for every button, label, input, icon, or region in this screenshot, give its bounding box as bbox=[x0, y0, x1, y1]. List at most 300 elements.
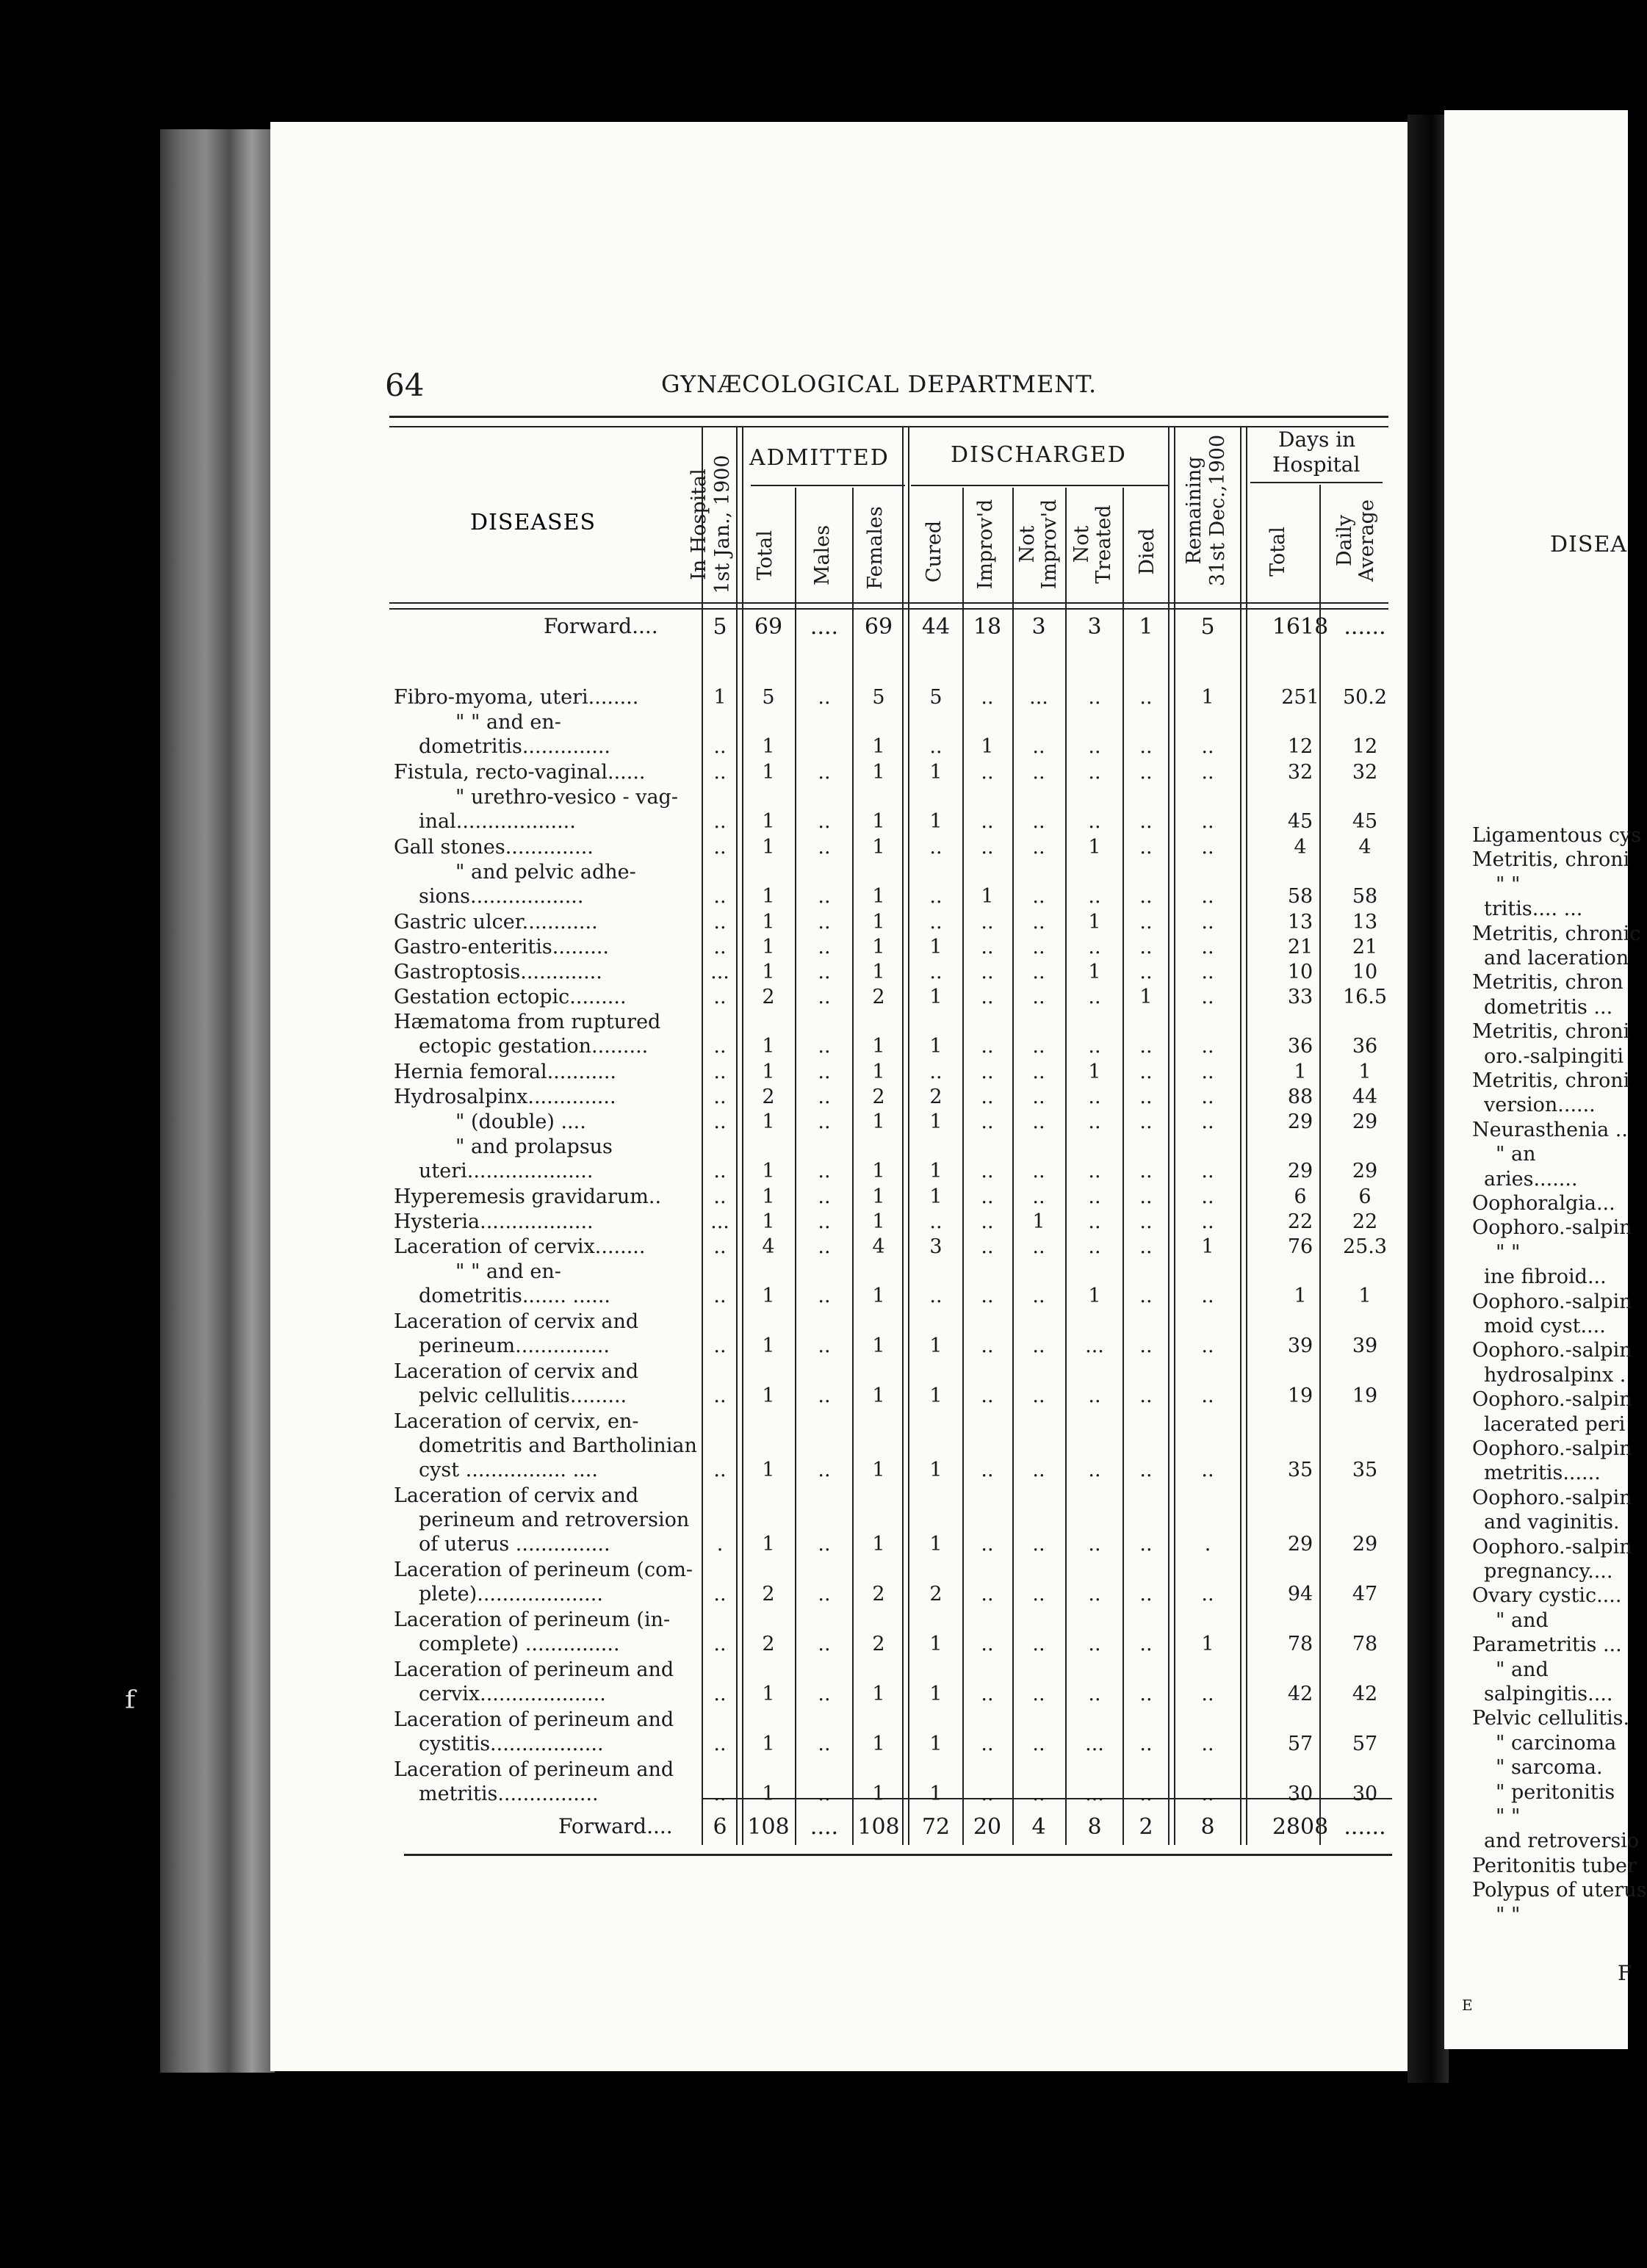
died-cell: .. bbox=[1139, 1733, 1153, 1755]
discharged-header: DISCHARGED bbox=[951, 442, 1127, 468]
right-page-line: " " bbox=[1496, 873, 1521, 896]
forward-label: Forward.... bbox=[558, 1814, 673, 1838]
total-cell: 1 bbox=[762, 836, 775, 859]
females-cell: 1 bbox=[872, 1285, 885, 1307]
died-cell: 2 bbox=[1139, 1814, 1153, 1840]
remaining-cell: .. bbox=[1201, 1733, 1214, 1755]
improved-cell: .. bbox=[981, 1210, 994, 1233]
disease-label: " urethro-vesico - vag- bbox=[455, 786, 678, 809]
not-improved-cell: .. bbox=[1032, 1683, 1045, 1705]
not-treated-cell: 3 bbox=[1087, 614, 1102, 640]
daily-cell: 78 bbox=[1352, 1633, 1378, 1655]
females-cell: 1 bbox=[872, 1683, 885, 1705]
males-cell: .. bbox=[818, 836, 831, 859]
total-cell: 5 bbox=[762, 686, 775, 709]
days-cell: 58 bbox=[1287, 885, 1313, 908]
not-improved-cell: .. bbox=[1032, 1783, 1045, 1805]
not-improved-cell: .. bbox=[1032, 885, 1045, 908]
disease-label: Gestation ectopic......... bbox=[394, 986, 627, 1008]
in-cell: .. bbox=[713, 1459, 727, 1481]
days-cell: 4 bbox=[1294, 836, 1307, 859]
days-total-header: Total bbox=[1266, 527, 1289, 577]
disease-label: " (double) .... bbox=[455, 1110, 586, 1133]
remaining-cell: .. bbox=[1201, 810, 1214, 833]
cured-cell: 1 bbox=[929, 1533, 943, 1556]
died-cell: 1 bbox=[1139, 986, 1153, 1008]
cured-cell: 1 bbox=[929, 1160, 943, 1182]
not-treated-cell: .. bbox=[1088, 810, 1101, 833]
disease-label: Laceration of cervix and bbox=[394, 1360, 639, 1383]
not-improved-cell: .. bbox=[1032, 1459, 1045, 1481]
right-page-line: " sarcoma. bbox=[1496, 1756, 1603, 1780]
right-page-line: " carcinoma bbox=[1496, 1731, 1617, 1755]
in-cell: .. bbox=[713, 1061, 727, 1083]
not-treated-cell: .. bbox=[1088, 1235, 1101, 1258]
males-cell: .. bbox=[818, 936, 831, 958]
days-cell: 29 bbox=[1287, 1533, 1313, 1556]
not-improved-cell: .. bbox=[1032, 961, 1045, 983]
improved-cell: .. bbox=[981, 1533, 994, 1556]
died-cell: .. bbox=[1139, 1285, 1153, 1307]
in-cell: .. bbox=[713, 1733, 727, 1755]
cured-cell: 1 bbox=[929, 810, 943, 833]
cured-cell: .. bbox=[929, 1285, 943, 1307]
not-treated-cell: ... bbox=[1085, 1783, 1104, 1805]
not-improved-header: Not Improv'd bbox=[1016, 499, 1061, 590]
females-cell: 2 bbox=[872, 1086, 885, 1108]
disease-label: Hyperemesis gravidarum.. bbox=[394, 1185, 662, 1208]
females-cell: 2 bbox=[872, 1633, 885, 1655]
females-cell: 2 bbox=[872, 986, 885, 1008]
daily-cell: 50.2 bbox=[1342, 686, 1388, 709]
remaining-cell: .. bbox=[1201, 761, 1214, 784]
females-cell: 1 bbox=[872, 1035, 885, 1058]
not-improved-cell: .. bbox=[1032, 1160, 1045, 1182]
right-page bbox=[1444, 110, 1647, 2049]
total-cell: 1 bbox=[762, 1035, 775, 1058]
daily-cell: 1 bbox=[1358, 1285, 1372, 1307]
remaining-cell: 1 bbox=[1201, 1633, 1214, 1655]
females-cell: 1 bbox=[872, 1733, 885, 1755]
not-treated-cell: 1 bbox=[1088, 961, 1101, 983]
days-cell: 32 bbox=[1287, 761, 1313, 784]
right-page-line: Oophoro.-salpin bbox=[1472, 1290, 1632, 1313]
daily-cell: ...... bbox=[1344, 614, 1386, 640]
in-cell: .. bbox=[713, 911, 727, 933]
cured-header: Cured bbox=[923, 520, 945, 583]
improved-cell: .. bbox=[981, 1733, 994, 1755]
daily-cell: 10 bbox=[1352, 961, 1378, 983]
died-cell: .. bbox=[1139, 1583, 1153, 1606]
improved-cell: .. bbox=[981, 1783, 994, 1805]
disease-label: perineum............... bbox=[419, 1335, 610, 1357]
right-page-line: Oophoro.-salpin bbox=[1472, 1216, 1632, 1240]
not-improved-cell: .. bbox=[1032, 1110, 1045, 1133]
disease-label: perineum and retroversion bbox=[419, 1509, 690, 1531]
females-cell: 1 bbox=[872, 1210, 885, 1233]
not-improved-cell: .. bbox=[1032, 836, 1045, 859]
improved-cell: .. bbox=[981, 1086, 994, 1108]
females-cell: 1 bbox=[872, 961, 885, 983]
improved-cell: .. bbox=[981, 836, 994, 859]
not-treated-cell: 1 bbox=[1088, 911, 1101, 933]
not-treated-cell: 1 bbox=[1088, 1061, 1101, 1083]
not-improved-cell: .. bbox=[1032, 1583, 1045, 1606]
cured-cell: 1 bbox=[929, 1633, 943, 1655]
disease-label: Laceration of cervix and bbox=[394, 1484, 639, 1507]
daily-cell: 58 bbox=[1352, 885, 1378, 908]
in-cell: . bbox=[716, 1533, 724, 1556]
disease-label: Laceration of perineum and bbox=[394, 1758, 674, 1781]
improved-cell: .. bbox=[981, 1459, 994, 1481]
right-page-line: Metritis, chroni bbox=[1472, 1069, 1630, 1092]
daily-cell: 19 bbox=[1352, 1384, 1378, 1407]
total-cell: 1 bbox=[762, 1185, 775, 1208]
died-cell: .. bbox=[1139, 961, 1153, 983]
males-cell: .. bbox=[818, 1061, 831, 1083]
not-improved-cell: .. bbox=[1032, 1384, 1045, 1407]
days-cell: 76 bbox=[1287, 1235, 1313, 1258]
died-cell: .. bbox=[1139, 735, 1153, 758]
males-cell: .. bbox=[818, 1335, 831, 1357]
disease-label: " " and en- bbox=[455, 1260, 561, 1283]
total-cell: 2 bbox=[762, 1583, 775, 1606]
not-treated-cell: .. bbox=[1088, 1160, 1101, 1182]
right-page-line: " " bbox=[1496, 1805, 1521, 1828]
total-cell: 2 bbox=[762, 986, 775, 1008]
improved-cell: .. bbox=[981, 986, 994, 1008]
remaining-cell: .. bbox=[1201, 1061, 1214, 1083]
days-cell: 2808 bbox=[1272, 1814, 1329, 1840]
in-hospital-header: In Hospital 1st Jan., 1900 bbox=[688, 455, 734, 594]
not-improved-cell: ... bbox=[1029, 686, 1048, 709]
not-treated-cell: .. bbox=[1088, 1683, 1101, 1705]
females-cell: 1 bbox=[872, 911, 885, 933]
daily-cell: 57 bbox=[1352, 1733, 1378, 1755]
col-rule bbox=[1246, 427, 1247, 1845]
not-improved-cell: 4 bbox=[1031, 1814, 1046, 1840]
died-cell: .. bbox=[1139, 761, 1153, 784]
remaining-cell: .. bbox=[1201, 911, 1214, 933]
died-cell: .. bbox=[1139, 1061, 1153, 1083]
disease-label: Laceration of cervix........ bbox=[394, 1235, 646, 1258]
days-cell: 22 bbox=[1287, 1210, 1313, 1233]
diseases-header: DISEASES bbox=[470, 510, 597, 535]
in-cell: .. bbox=[713, 1160, 727, 1182]
total-cell: 1 bbox=[762, 1384, 775, 1407]
book-page-edges bbox=[160, 129, 275, 2073]
improved-cell: .. bbox=[981, 1235, 994, 1258]
not-improved-cell: .. bbox=[1032, 1285, 1045, 1307]
not-treated-cell: .. bbox=[1088, 1086, 1101, 1108]
table-top-rule bbox=[389, 416, 1388, 418]
not-improved-cell: .. bbox=[1032, 1733, 1045, 1755]
days-cell: 78 bbox=[1287, 1633, 1313, 1655]
daily-cell: 6 bbox=[1358, 1185, 1372, 1208]
cured-cell: 72 bbox=[921, 1814, 951, 1840]
died-cell: .. bbox=[1139, 911, 1153, 933]
males-cell: .. bbox=[818, 1733, 831, 1755]
improved-cell: .. bbox=[981, 911, 994, 933]
in-cell: .. bbox=[713, 986, 727, 1008]
daily-cell: 22 bbox=[1352, 1210, 1378, 1233]
females-cell: 1 bbox=[872, 1110, 885, 1133]
total-cell: 1 bbox=[762, 1783, 775, 1805]
days-rule bbox=[1250, 482, 1383, 483]
right-page-line: " an bbox=[1496, 1143, 1536, 1166]
males-cell: .. bbox=[818, 1583, 831, 1606]
total-cell: 1 bbox=[762, 735, 775, 758]
header-bottom-rule-2 bbox=[389, 608, 1388, 610]
daily-cell: 45 bbox=[1352, 810, 1378, 833]
right-page-line: Oophoralgia... bbox=[1472, 1192, 1615, 1215]
males-cell: .. bbox=[818, 1210, 831, 1233]
remaining-cell: .. bbox=[1201, 1783, 1214, 1805]
disease-label: ectopic gestation......... bbox=[419, 1035, 649, 1058]
not-treated-cell: .. bbox=[1088, 1035, 1101, 1058]
daily-cell: 12 bbox=[1352, 735, 1378, 758]
col-rule bbox=[1240, 427, 1241, 1845]
remaining-cell: .. bbox=[1201, 1285, 1214, 1307]
disease-label: Gastro-enteritis......... bbox=[394, 936, 609, 958]
females-cell: 1 bbox=[872, 761, 885, 784]
improved-cell: 18 bbox=[973, 614, 1002, 640]
days-cell: 94 bbox=[1287, 1583, 1313, 1606]
admitted-total-header: Total bbox=[754, 530, 776, 580]
remaining-cell: .. bbox=[1201, 1335, 1214, 1357]
right-page-header: DISEA bbox=[1550, 532, 1628, 557]
daily-cell: 21 bbox=[1352, 936, 1378, 958]
daily-cell: 4 bbox=[1358, 836, 1372, 859]
hospital-header: Hospital bbox=[1272, 452, 1361, 477]
total-cell: 1 bbox=[762, 961, 775, 983]
males-cell: .. bbox=[818, 1110, 831, 1133]
daily-cell: ...... bbox=[1344, 1814, 1386, 1840]
not-improved-cell: .. bbox=[1032, 1633, 1045, 1655]
remaining-cell: .. bbox=[1201, 1110, 1214, 1133]
cured-cell: 1 bbox=[929, 1384, 943, 1407]
males-cell: .. bbox=[818, 1384, 831, 1407]
cured-cell: .. bbox=[929, 961, 943, 983]
right-page-line: " and bbox=[1496, 1608, 1549, 1632]
cured-cell: .. bbox=[929, 911, 943, 933]
table-top-rule-2 bbox=[389, 426, 1388, 427]
cured-cell: 1 bbox=[929, 1035, 943, 1058]
not-improved-cell: .. bbox=[1032, 1335, 1045, 1357]
remaining-cell: .. bbox=[1201, 735, 1214, 758]
total-cell: 108 bbox=[747, 1814, 790, 1840]
in-cell: .. bbox=[713, 1783, 727, 1805]
improved-cell: 1 bbox=[981, 735, 994, 758]
in-cell: 1 bbox=[713, 686, 727, 709]
cured-cell: 1 bbox=[929, 1335, 943, 1357]
right-page-line: Oophoro.-salpin bbox=[1472, 1388, 1632, 1412]
daily-cell: 29 bbox=[1352, 1110, 1378, 1133]
not-treated-cell: 1 bbox=[1088, 1285, 1101, 1307]
header-bottom-rule bbox=[389, 602, 1388, 604]
males-cell: .. bbox=[818, 1633, 831, 1655]
total-cell: 1 bbox=[762, 1110, 775, 1133]
not-improved-cell: 3 bbox=[1031, 614, 1046, 640]
page-number: 64 bbox=[385, 367, 425, 403]
total-cell: 2 bbox=[762, 1086, 775, 1108]
total-cell: 1 bbox=[762, 761, 775, 784]
right-page-line: and vaginitis. bbox=[1484, 1511, 1620, 1534]
in-cell: .. bbox=[713, 735, 727, 758]
males-cell: .. bbox=[818, 810, 831, 833]
females-cell: 1 bbox=[872, 810, 885, 833]
days-cell: 1 bbox=[1294, 1285, 1307, 1307]
right-page-line: tritis.... ... bbox=[1484, 898, 1583, 921]
not-improved-cell: .. bbox=[1032, 735, 1045, 758]
females-cell: 1 bbox=[872, 836, 885, 859]
days-cell: 1 bbox=[1294, 1061, 1307, 1083]
females-cell: 1 bbox=[872, 1459, 885, 1481]
disease-label: Fistula, recto-vaginal...... bbox=[394, 761, 646, 784]
remaining-cell: .. bbox=[1201, 836, 1214, 859]
days-cell: 13 bbox=[1287, 911, 1313, 933]
remaining-cell: .. bbox=[1201, 1683, 1214, 1705]
in-cell: .. bbox=[713, 1185, 727, 1208]
days-cell: 12 bbox=[1287, 735, 1313, 758]
females-cell: 1 bbox=[872, 1185, 885, 1208]
not-treated-cell: .. bbox=[1088, 936, 1101, 958]
total-cell: 1 bbox=[762, 911, 775, 933]
days-cell: 88 bbox=[1287, 1086, 1313, 1108]
right-page-line: hydrosalpinx . bbox=[1484, 1363, 1626, 1387]
improved-cell: .. bbox=[981, 1633, 994, 1655]
males-cell: .. bbox=[818, 961, 831, 983]
cured-cell: .. bbox=[929, 836, 943, 859]
disease-label: " and prolapsus bbox=[455, 1135, 613, 1158]
improved-cell: .. bbox=[981, 1285, 994, 1307]
died-cell: .. bbox=[1139, 1533, 1153, 1556]
daily-cell: 35 bbox=[1352, 1459, 1378, 1481]
females-cell: 1 bbox=[872, 1384, 885, 1407]
remaining-cell: . bbox=[1204, 1533, 1211, 1556]
males-cell: .. bbox=[818, 1235, 831, 1258]
remaining-cell: .. bbox=[1201, 986, 1214, 1008]
right-page-line: Oophoro.-salpin bbox=[1472, 1339, 1632, 1362]
daily-cell: 13 bbox=[1352, 911, 1378, 933]
total-cell: 1 bbox=[762, 1733, 775, 1755]
days-cell: 39 bbox=[1287, 1335, 1313, 1357]
males-cell: .. bbox=[818, 1783, 831, 1805]
remaining-cell: .. bbox=[1201, 1210, 1214, 1233]
disease-label: cervix.................... bbox=[419, 1683, 606, 1705]
right-page-line: Oophoro.-salpin bbox=[1472, 1535, 1632, 1559]
right-page-line: " " bbox=[1496, 1240, 1521, 1264]
improved-header: Improv'd bbox=[974, 499, 997, 590]
total-cell: 1 bbox=[762, 885, 775, 908]
cured-cell: 5 bbox=[929, 686, 943, 709]
daily-cell: 44 bbox=[1352, 1086, 1378, 1108]
females-cell: 108 bbox=[857, 1814, 900, 1840]
remaining-cell: 1 bbox=[1201, 1235, 1214, 1258]
discharged-rule bbox=[911, 485, 1170, 486]
right-page-line: oro.-salpingiti bbox=[1484, 1044, 1623, 1068]
days-cell: 45 bbox=[1287, 810, 1313, 833]
not-treated-cell: .. bbox=[1088, 1583, 1101, 1606]
improved-cell: .. bbox=[981, 1160, 994, 1182]
running-head: GYNÆCOLOGICAL DEPARTMENT. bbox=[661, 370, 1098, 398]
disease-label: plete).................... bbox=[419, 1583, 603, 1606]
not-improved-cell: .. bbox=[1032, 936, 1045, 958]
admitted-females-header: Females bbox=[864, 506, 887, 590]
admitted-header: ADMITTED bbox=[749, 445, 890, 471]
disease-label: Laceration of cervix, en- bbox=[394, 1410, 639, 1433]
total-cell: 1 bbox=[762, 810, 775, 833]
days-cell: 21 bbox=[1287, 936, 1313, 958]
daily-average-header: Daily Average bbox=[1333, 499, 1378, 582]
cured-cell: 1 bbox=[929, 1110, 943, 1133]
improved-cell: .. bbox=[981, 1683, 994, 1705]
remaining-cell: .. bbox=[1201, 1583, 1214, 1606]
not-treated-cell: 8 bbox=[1087, 1814, 1102, 1840]
in-cell: .. bbox=[713, 1683, 727, 1705]
cured-cell: .. bbox=[929, 735, 943, 758]
died-cell: .. bbox=[1139, 836, 1153, 859]
disease-label: dometritis.............. bbox=[419, 735, 611, 758]
died-cell: .. bbox=[1139, 1783, 1153, 1805]
days-cell: 42 bbox=[1287, 1683, 1313, 1705]
in-cell: .. bbox=[713, 1035, 727, 1058]
disease-label: of uterus ............... bbox=[419, 1533, 610, 1556]
right-page-line: and laceration bbox=[1484, 947, 1629, 969]
not-improved-cell: .. bbox=[1032, 810, 1045, 833]
total-cell: 1 bbox=[762, 1459, 775, 1481]
not-improved-cell: .. bbox=[1032, 1061, 1045, 1083]
total-cell: 1 bbox=[762, 1533, 775, 1556]
right-page-line: Polypus of uterus bbox=[1472, 1879, 1647, 1902]
right-page-line: Metritis, chroni bbox=[1472, 848, 1630, 872]
died-cell: .. bbox=[1139, 1384, 1153, 1407]
improved-cell: .. bbox=[981, 810, 994, 833]
not-treated-cell: .. bbox=[1088, 1185, 1101, 1208]
table-bottom-rule bbox=[404, 1854, 1392, 1856]
males-cell: .. bbox=[818, 1086, 831, 1108]
remaining-cell: .. bbox=[1201, 885, 1214, 908]
total-cell: 1 bbox=[762, 1683, 775, 1705]
disease-label: dometritis....... ...... bbox=[419, 1285, 611, 1307]
not-treated-cell: .. bbox=[1088, 1210, 1101, 1233]
daily-cell: 32 bbox=[1352, 761, 1378, 784]
total-cell: 1 bbox=[762, 1335, 775, 1357]
right-page-line: ine fibroid... bbox=[1484, 1265, 1607, 1289]
males-cell: .. bbox=[818, 1035, 831, 1058]
disease-label: pelvic cellulitis......... bbox=[419, 1384, 627, 1407]
days-cell: 30 bbox=[1287, 1783, 1313, 1805]
right-page-line: dometritis ... bbox=[1484, 995, 1613, 1019]
total-cell: 1 bbox=[762, 1160, 775, 1182]
died-cell: .. bbox=[1139, 686, 1153, 709]
died-cell: .. bbox=[1139, 1035, 1153, 1058]
remaining-cell: .. bbox=[1201, 1160, 1214, 1182]
females-cell: 1 bbox=[872, 1061, 885, 1083]
not-treated-cell: ... bbox=[1085, 1335, 1104, 1357]
died-cell: .. bbox=[1139, 1633, 1153, 1655]
died-cell: 1 bbox=[1139, 614, 1153, 640]
improved-cell: .. bbox=[981, 1110, 994, 1133]
cured-cell: 1 bbox=[929, 1783, 943, 1805]
book-gutter bbox=[1408, 115, 1449, 2083]
not-improved-cell: .. bbox=[1032, 1533, 1045, 1556]
improved-cell: .. bbox=[981, 761, 994, 784]
total-cell: 2 bbox=[762, 1633, 775, 1655]
right-page-line: pregnancy.... bbox=[1484, 1560, 1613, 1583]
admitted-rule bbox=[751, 485, 905, 486]
males-cell: .. bbox=[818, 986, 831, 1008]
